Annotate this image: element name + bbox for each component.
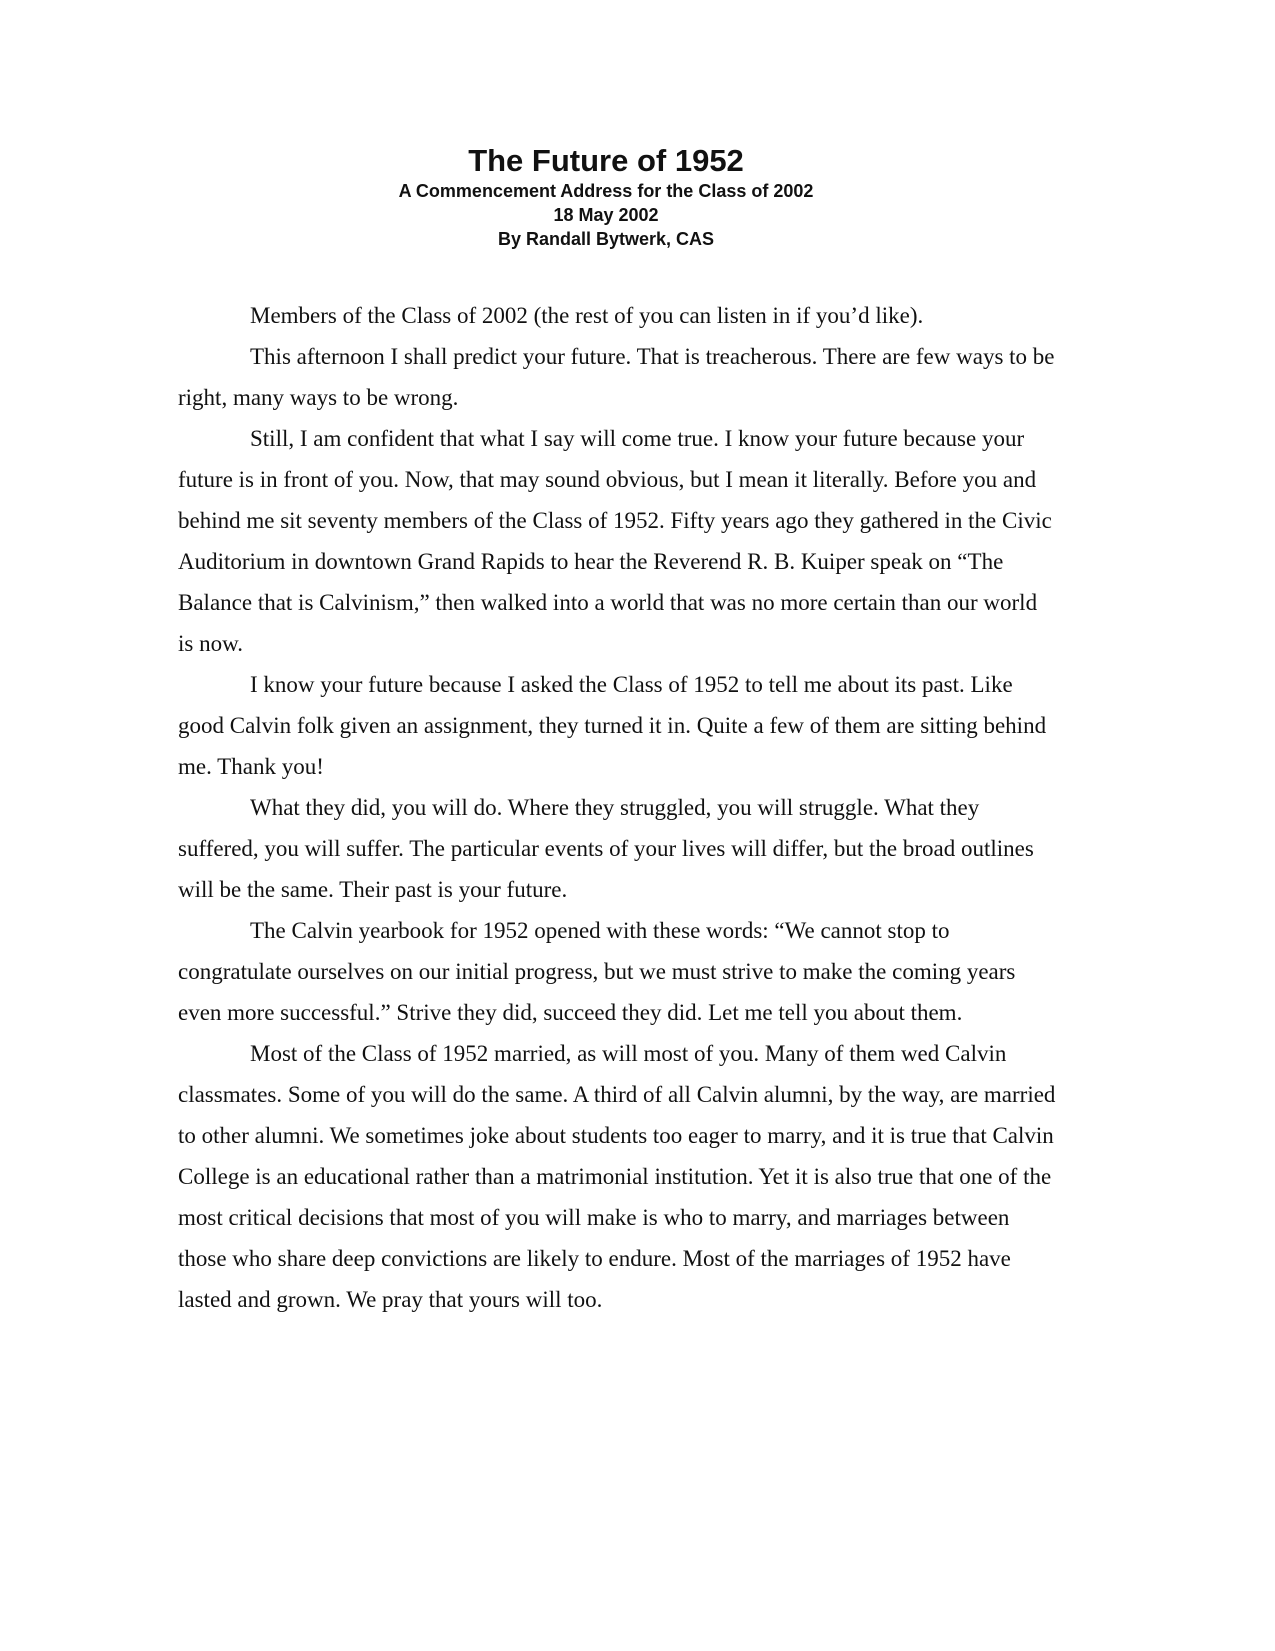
document-byline: By Randall Bytwerk, CAS [497, 229, 715, 249]
document-title: The Future of 1952 [468, 143, 744, 178]
paragraph: Members of the Class of 2002 (the rest of you can listen in if you’d like). [250, 303, 924, 328]
document-subtitle: A Commencement Address for the Class of 2002 [398, 181, 814, 201]
paragraph: I know your future because I asked the Class of 1952 to tell me about its past. Like good Calvin folk given an assignment, they turned it in. Quite a few of them are sitting behind me. Thank you! [178, 672, 1047, 779]
paragraph: This afternoon I shall predict your future. That is treacherous. There are few ways to be right, many ways to be wrong. [178, 344, 1055, 410]
paragraph: What they did, you will do. Where they struggled, you will struggle. What they suffered, you will suffer. The particular events of your lives will differ, but the broad outlines will be the same. Their past is your future. [178, 795, 1034, 902]
paragraph: Most of the Class of 1952 married, as will most of you. Many of them wed Calvin classmates. Some of you will do the same. A third of all Calvin alumni, by the way, are married to other alumni. We sometimes joke about students too eager to marry, and it is true that Calvin College is an educational rather than a matrimonial institution. Yet it is also true that one of the most critical decisions that most of you will make is who to marry, and marriages between those who share deep convictions are likely to endure. Most of the marriages of 1952 have lasted and grown. We pray that yours will too. [178, 1041, 1056, 1312]
document-body [178, 295, 1058, 1320]
document-header [0, 143, 1212, 251]
document-date: 18 May 2002 [553, 205, 659, 225]
paragraph: Still, I am confident that what I say will come true. I know your future because your future is in front of you. Now, that may sound obvious, but I mean it literally. Before you and behind me sit seventy members of the Class of 1952. Fifty years ago they gathered in the Civic Auditorium in downtown Grand Rapids to hear the Reverend R. B. Kuiper speak on “The Balance that is Calvinism,” then walked into a world that was no more certain than our world is now. [178, 426, 1052, 656]
paragraph: The Calvin yearbook for 1952 opened with these words: “We cannot stop to congratulate ourselves on our initial progress, but we must strive to make the coming years even more successful.” Strive they did, succeed they did. Let me tell you about them. [178, 918, 1016, 1025]
